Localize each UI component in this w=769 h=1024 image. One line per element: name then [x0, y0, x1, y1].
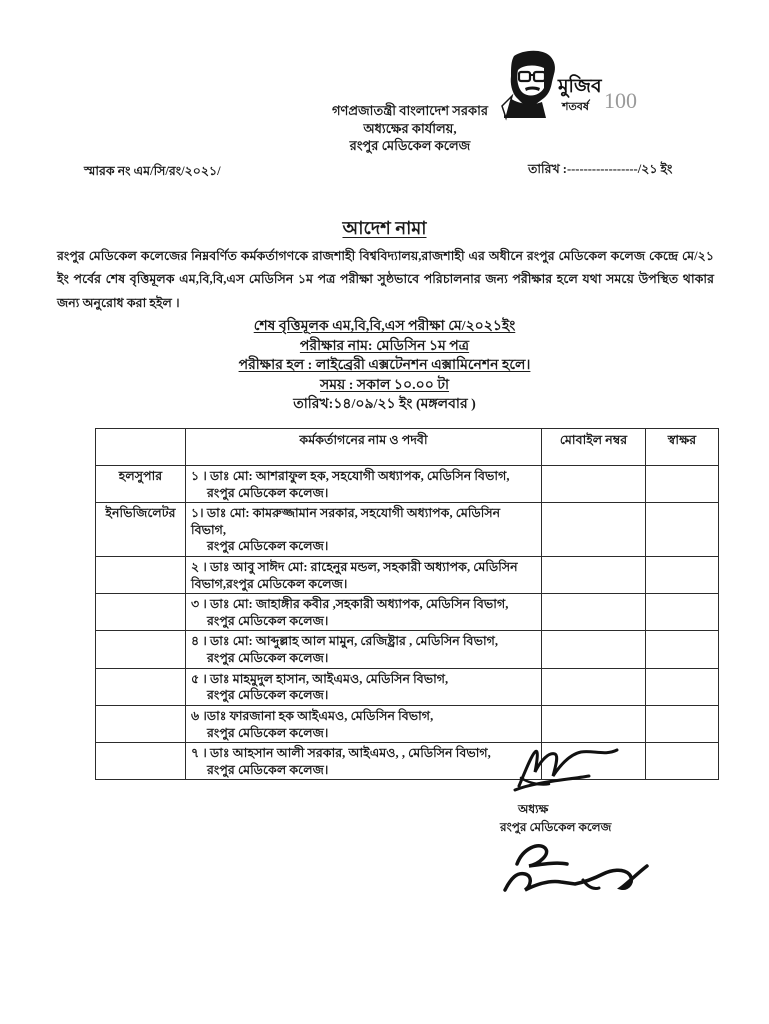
header-signature: স্বাক্ষর — [646, 429, 719, 466]
table-header-row — [96, 429, 719, 466]
letterhead — [295, 102, 525, 155]
exam-hall-line: পরীক্ষার হল : লাইব্রেরী এক্সটেনশন এক্সামিনেশন হলে। — [238, 358, 531, 374]
exam-title-line: শেষ বৃত্তিমূলক এম,বি,বি,এস পরীক্ষা মে/২০২১ইং — [253, 319, 516, 334]
exam-date-line: তারিখ:১৪/০৯/২১ ইং (মঙ্গলবার ) — [293, 397, 476, 413]
role-cell — [96, 594, 186, 631]
role-cell: হলসুপার — [96, 466, 186, 503]
mobile-cell — [542, 557, 646, 594]
table-row — [96, 668, 719, 705]
mobile-cell — [542, 594, 646, 631]
signatory-college: রংপুর মেডিকেল কলেজ — [500, 820, 612, 834]
exam-name-line: পরীক্ষার নাম: মেডিসিন ১ম পত্র — [299, 338, 470, 354]
table-row — [96, 503, 719, 557]
name-cell: ৪ । ডাঃ মো: আব্দুল্লাহ আল মামুন, রেজিষ্ট্রার , মেডিসিন বিভাগ, রংপুর মেডিকেল কলেজ। — [186, 631, 542, 668]
role-cell — [96, 668, 186, 705]
signature-cell — [646, 466, 719, 503]
logo-100: 100 — [604, 88, 637, 113]
signature-cell — [646, 557, 719, 594]
countersignature-icon — [487, 838, 667, 900]
table-row — [96, 705, 719, 742]
office-line: অধ্যক্ষের কার্যালয়, — [363, 120, 457, 136]
exam-time-line: সময় : সকাল ১০.০০ টা — [319, 377, 450, 393]
mobile-cell — [542, 668, 646, 705]
document-title: আদেশ নামা — [342, 218, 427, 238]
government-line: গণপ্রজাতন্ত্রী বাংলাদেশ সরকার — [331, 103, 489, 118]
header-role — [96, 429, 186, 466]
duty-assignment-table — [95, 428, 719, 780]
order-body-paragraph: রংপুর মেডিকেল কলেজের নিম্নবর্ণিত কর্মকর্তাগণকে রাজশাহী বিশ্ববিদ্যালয়,রাজশাহী এর অধীনে রংপুর মেডিকেল কলেজ কেন্দ্রে মে/২১ ইং পর্বের শেষ বৃত্তিমূলক এম,বি,বি,এস মেডিসিন ১ম পত্র পরীক্ষা সুষ্ঠভাবে পরিচালনার জন্য পরীক্ষার হলে যথা সময়ে উপস্থিত থাকার জন্য অনুরোধ করা হইল । — [57, 249, 714, 310]
principal-signature-icon — [505, 742, 645, 804]
role-cell — [96, 705, 186, 742]
name-cell: ৬ ।ডাঃ ফারজানা হক আইএমও, মেডিসিন বিভাগ, রংপুর মেডিকেল কলেজ। — [186, 705, 542, 742]
name-cell: ১ । ডাঃ মো: আশরাফুল হক, সহযোগী অধ্যাপক, মেডিসিন বিভাগ, রংপুর মেডিকেল কলেজ। — [186, 466, 542, 503]
name-cell: ৩ । ডাঃ মো: জাহাঙ্গীর কবীর ,সহকারী অধ্যাপক, মেডিসিন বিভাগ, রংপুর মেডিকেল কলেজ। — [186, 594, 542, 631]
signature-cell — [646, 631, 719, 668]
memo-number: স্মারক নং এম/সি/রং/২০২১/ — [84, 164, 221, 178]
role-cell — [96, 743, 186, 780]
signatory-designation: অধ্যক্ষ — [518, 802, 549, 816]
name-cell: ১। ডাঃ মো: কামরুজ্জামান সরকার, সহযোগী অধ্যাপক, মেডিসিন বিভাগ, রংপুর মেডিকেল কলেজ। — [186, 503, 542, 557]
mobile-cell — [542, 466, 646, 503]
signature-cell — [646, 503, 719, 557]
name-cell: ৫ । ডাঃ মাহমুদুল হাসান, আইএমও, মেডিসিন বিভাগ, রংপুর মেডিকেল কলেজ। — [186, 668, 542, 705]
logo-name-word: মুজিব — [558, 76, 602, 97]
mobile-cell — [542, 503, 646, 557]
name-cell: ৭ । ডাঃ আহসান আলী সরকার, আইএমও, , মেডিসিন বিভাগ, রংপুর মেডিকেল কলেজ। — [186, 743, 542, 780]
table-row — [96, 594, 719, 631]
role-cell — [96, 631, 186, 668]
mobile-cell — [542, 631, 646, 668]
table-row — [96, 466, 719, 503]
mobile-cell — [542, 705, 646, 742]
logo-sub-word: শতবর্ষ — [562, 101, 589, 113]
date-field: তারিখ :-----------------/২১ ইং — [528, 162, 673, 176]
signature-cell — [646, 743, 719, 780]
role-cell — [96, 557, 186, 594]
header-name-designation: কর্মকর্তাগনের নাম ও পদবী — [186, 429, 542, 466]
role-cell: ইনভিজিলেটর — [96, 503, 186, 557]
header-mobile: মোবাইল নম্বর — [542, 429, 646, 466]
table-row — [96, 557, 719, 594]
signature-cell — [646, 668, 719, 705]
name-cell: ২ । ডাঃ আবু সাঈদ মো: রাহেনুর মন্ডল, সহকারী অধ্যাপক, মেডিসিন বিভাগ,রংপুর মেডিকেল কলেজ। — [186, 557, 542, 594]
college-line: রংপুর মেডিকেল কলেজ — [349, 138, 471, 154]
table-row — [96, 631, 719, 668]
signature-cell — [646, 705, 719, 742]
exam-details — [0, 318, 769, 416]
signature-cell — [646, 594, 719, 631]
